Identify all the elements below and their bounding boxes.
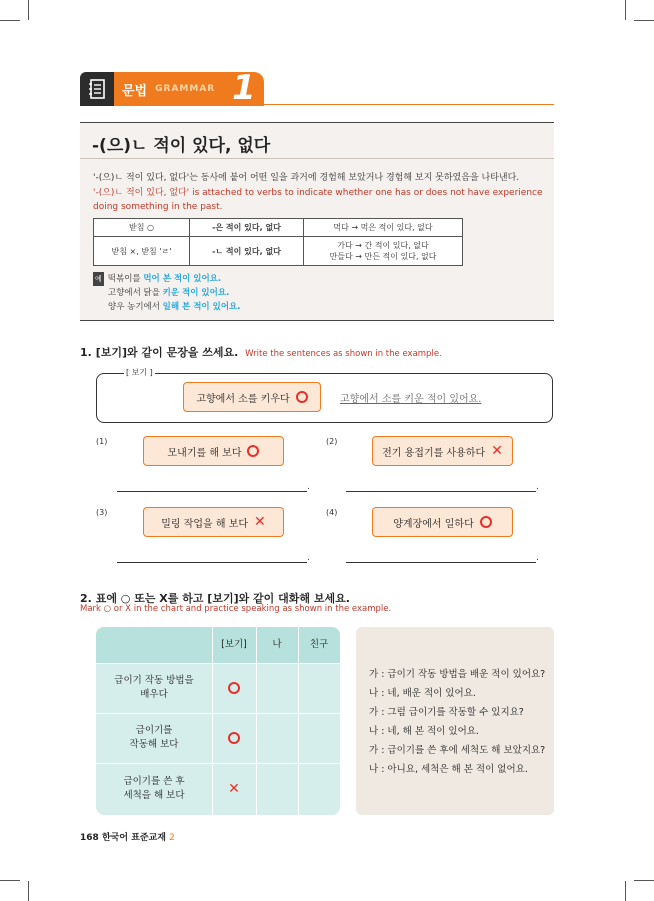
list-item [93, 272, 240, 286]
answer-line[interactable] [346, 491, 536, 492]
dialogue-line: 나 : 아니요, 세척은 해 본 적이 없어요. [369, 764, 528, 775]
question-1-title [80, 344, 442, 360]
section-title-ko: 문법 [122, 83, 148, 99]
example-highlight: 일해 본 적이 있어요. [162, 302, 241, 312]
example-text: 양우 농기에서 [108, 302, 163, 312]
list-item [93, 286, 240, 300]
grammar-table [93, 218, 463, 266]
crop-mark [625, 0, 626, 20]
table-cell: -ㄴ 적이 있다, 없다 [190, 237, 304, 266]
item-number: (2) [326, 437, 338, 446]
question-text: [보기]와 같이 문장을 쓰세요. [95, 346, 239, 359]
notebook-icon [80, 72, 114, 106]
answer-line[interactable] [117, 562, 307, 563]
example-prompt [183, 382, 321, 412]
mark-cell [212, 763, 256, 815]
example-answer: 고향에서 소를 키운 적이 있어요. [340, 394, 482, 405]
x-mark-icon: ✕ [254, 514, 266, 530]
row-label-line: 급이기를 쓴 후 [123, 776, 185, 787]
prompt-text: 밀링 작업을 해 보다 [161, 518, 249, 530]
grammar-desc-en: '-(으)ㄴ 적이 있다, 없다' is attached to verbs to indicate whether one has or does not have experience doing something in the past. [93, 188, 543, 212]
prompt-text: 고향에서 소를 키우다 [196, 393, 290, 405]
example-text: 고향에서 닭을 [108, 288, 163, 298]
example-label: [ 보기 ] [126, 368, 153, 377]
grammar-desc-ko: '-(으)ㄴ 적이 있다, 없다'는 동사에 붙어 어떤 일을 과거에 경험해 보았거나 경험해 보지 못하였음을 나타낸다. [93, 173, 520, 183]
table-cell [304, 237, 463, 266]
row-label-line: 작동해 보다 [129, 739, 179, 750]
page-number: 168 [80, 833, 99, 843]
period: . [307, 553, 310, 563]
question-subtitle: Write the sentences as shown in the example. [245, 349, 442, 359]
circle-mark-icon [228, 732, 240, 744]
crop-mark [0, 880, 20, 881]
circle-mark-icon [247, 445, 259, 457]
crop-mark [0, 20, 20, 21]
grammar-title: -(으)ㄴ 적이 있다, 없다 [92, 136, 271, 156]
question-subtitle: Mark ○ or X in the chart and practice speaking as shown in the example. [80, 604, 392, 614]
mark-cell [212, 663, 256, 713]
table-cell: 먹다 → 먹은 적이 있다, 없다 [304, 219, 463, 237]
row-label-line: 세척을 해 보다 [123, 790, 185, 801]
dialogue-text [369, 665, 545, 779]
mark-cell[interactable] [298, 663, 340, 713]
section-number: 1 [232, 68, 256, 108]
item-prompt [143, 507, 284, 537]
section-title-en: GRAMMAR [155, 84, 216, 94]
grammar-divider [80, 158, 554, 159]
table-cell: -은 적이 있다, 없다 [190, 219, 304, 237]
item-number: (3) [96, 508, 108, 517]
dialogue-line: 가 : 그럼 급이기를 작동할 수 있지요? [369, 707, 524, 718]
mark-cell[interactable] [298, 763, 340, 815]
period: . [536, 553, 539, 563]
item-prompt [372, 436, 513, 466]
answer-line[interactable] [117, 491, 307, 492]
row-label [96, 663, 212, 713]
item-prompt [143, 436, 284, 466]
check-table [96, 627, 340, 815]
circle-mark-icon [480, 516, 492, 528]
crop-mark [625, 881, 626, 901]
mark-cell[interactable] [256, 713, 298, 763]
table-cell-line: 만들다 → 만든 적이 있다, 없다 [329, 252, 437, 261]
row-label [96, 713, 212, 763]
example-box [96, 373, 553, 423]
item-prompt [372, 507, 513, 537]
x-mark-icon: ✕ [228, 781, 240, 797]
item-number: (1) [96, 437, 108, 446]
circle-mark-icon [296, 391, 308, 403]
period: . [536, 482, 539, 492]
circle-mark-icon [228, 682, 240, 694]
dialogue-line: 가 : 급이기를 쓴 후에 세척도 해 보았지요? [369, 745, 546, 756]
table-row [94, 219, 463, 237]
mark-cell[interactable] [256, 763, 298, 815]
mark-cell[interactable] [298, 713, 340, 763]
dialogue-line: 가 : 급이기 작동 방법을 배운 적이 있어요? [369, 669, 546, 680]
crop-mark [28, 0, 29, 20]
example-text: 떡볶이를 [107, 274, 144, 284]
table-cell-line: 가다 → 간 적이 있다, 없다 [337, 241, 429, 250]
item-number: (4) [326, 508, 338, 517]
header-cell: 나 [272, 639, 282, 650]
mark-cell[interactable] [256, 663, 298, 713]
volume-number: 2 [169, 833, 175, 843]
book-title: 한국어 표준교재 [101, 833, 166, 843]
x-mark-icon: ✕ [491, 443, 503, 459]
row-label-line: 급이기 작동 방법을 [114, 675, 194, 686]
example-highlight: 먹어 본 적이 있어요. [143, 274, 222, 284]
dialogue-line: 나 : 네, 해 본 적이 있어요. [369, 726, 479, 737]
crop-mark [634, 880, 654, 881]
question-number: 2. [80, 592, 92, 605]
table-cell: 받침 ×, 받침 'ㄹ' [94, 237, 190, 266]
list-item [93, 300, 240, 314]
period: . [307, 482, 310, 492]
table-row [94, 237, 463, 266]
prompt-text: 모내기를 해 보다 [167, 447, 242, 459]
page-footer [80, 830, 175, 843]
question-text: 표에 ○ 또는 X를 하고 [보기]와 같이 대화해 보세요. [95, 592, 350, 605]
dialogue-line: 나 : 네, 배운 적이 있어요. [369, 688, 476, 699]
row-label-line: 급이기를 [135, 725, 173, 736]
section-tab [114, 68, 264, 108]
header-cell: [보기] [221, 639, 247, 650]
prompt-text: 양계장에서 일하다 [393, 518, 474, 530]
grammar-examples [93, 272, 240, 314]
row-label-line: 배우다 [140, 689, 168, 700]
prompt-text: 전기 용접기를 사용하다 [382, 447, 486, 459]
crop-mark [28, 881, 29, 901]
table-cell: 받침 ○ [94, 219, 190, 237]
answer-line[interactable] [346, 562, 536, 563]
header-cell: 친구 [309, 639, 329, 650]
mark-cell [212, 713, 256, 763]
row-label [96, 763, 212, 815]
question-number: 1. [80, 346, 92, 359]
example-highlight: 키운 적이 있어요. [162, 288, 230, 298]
crop-mark [634, 20, 654, 21]
example-tag: 예 [93, 272, 104, 286]
